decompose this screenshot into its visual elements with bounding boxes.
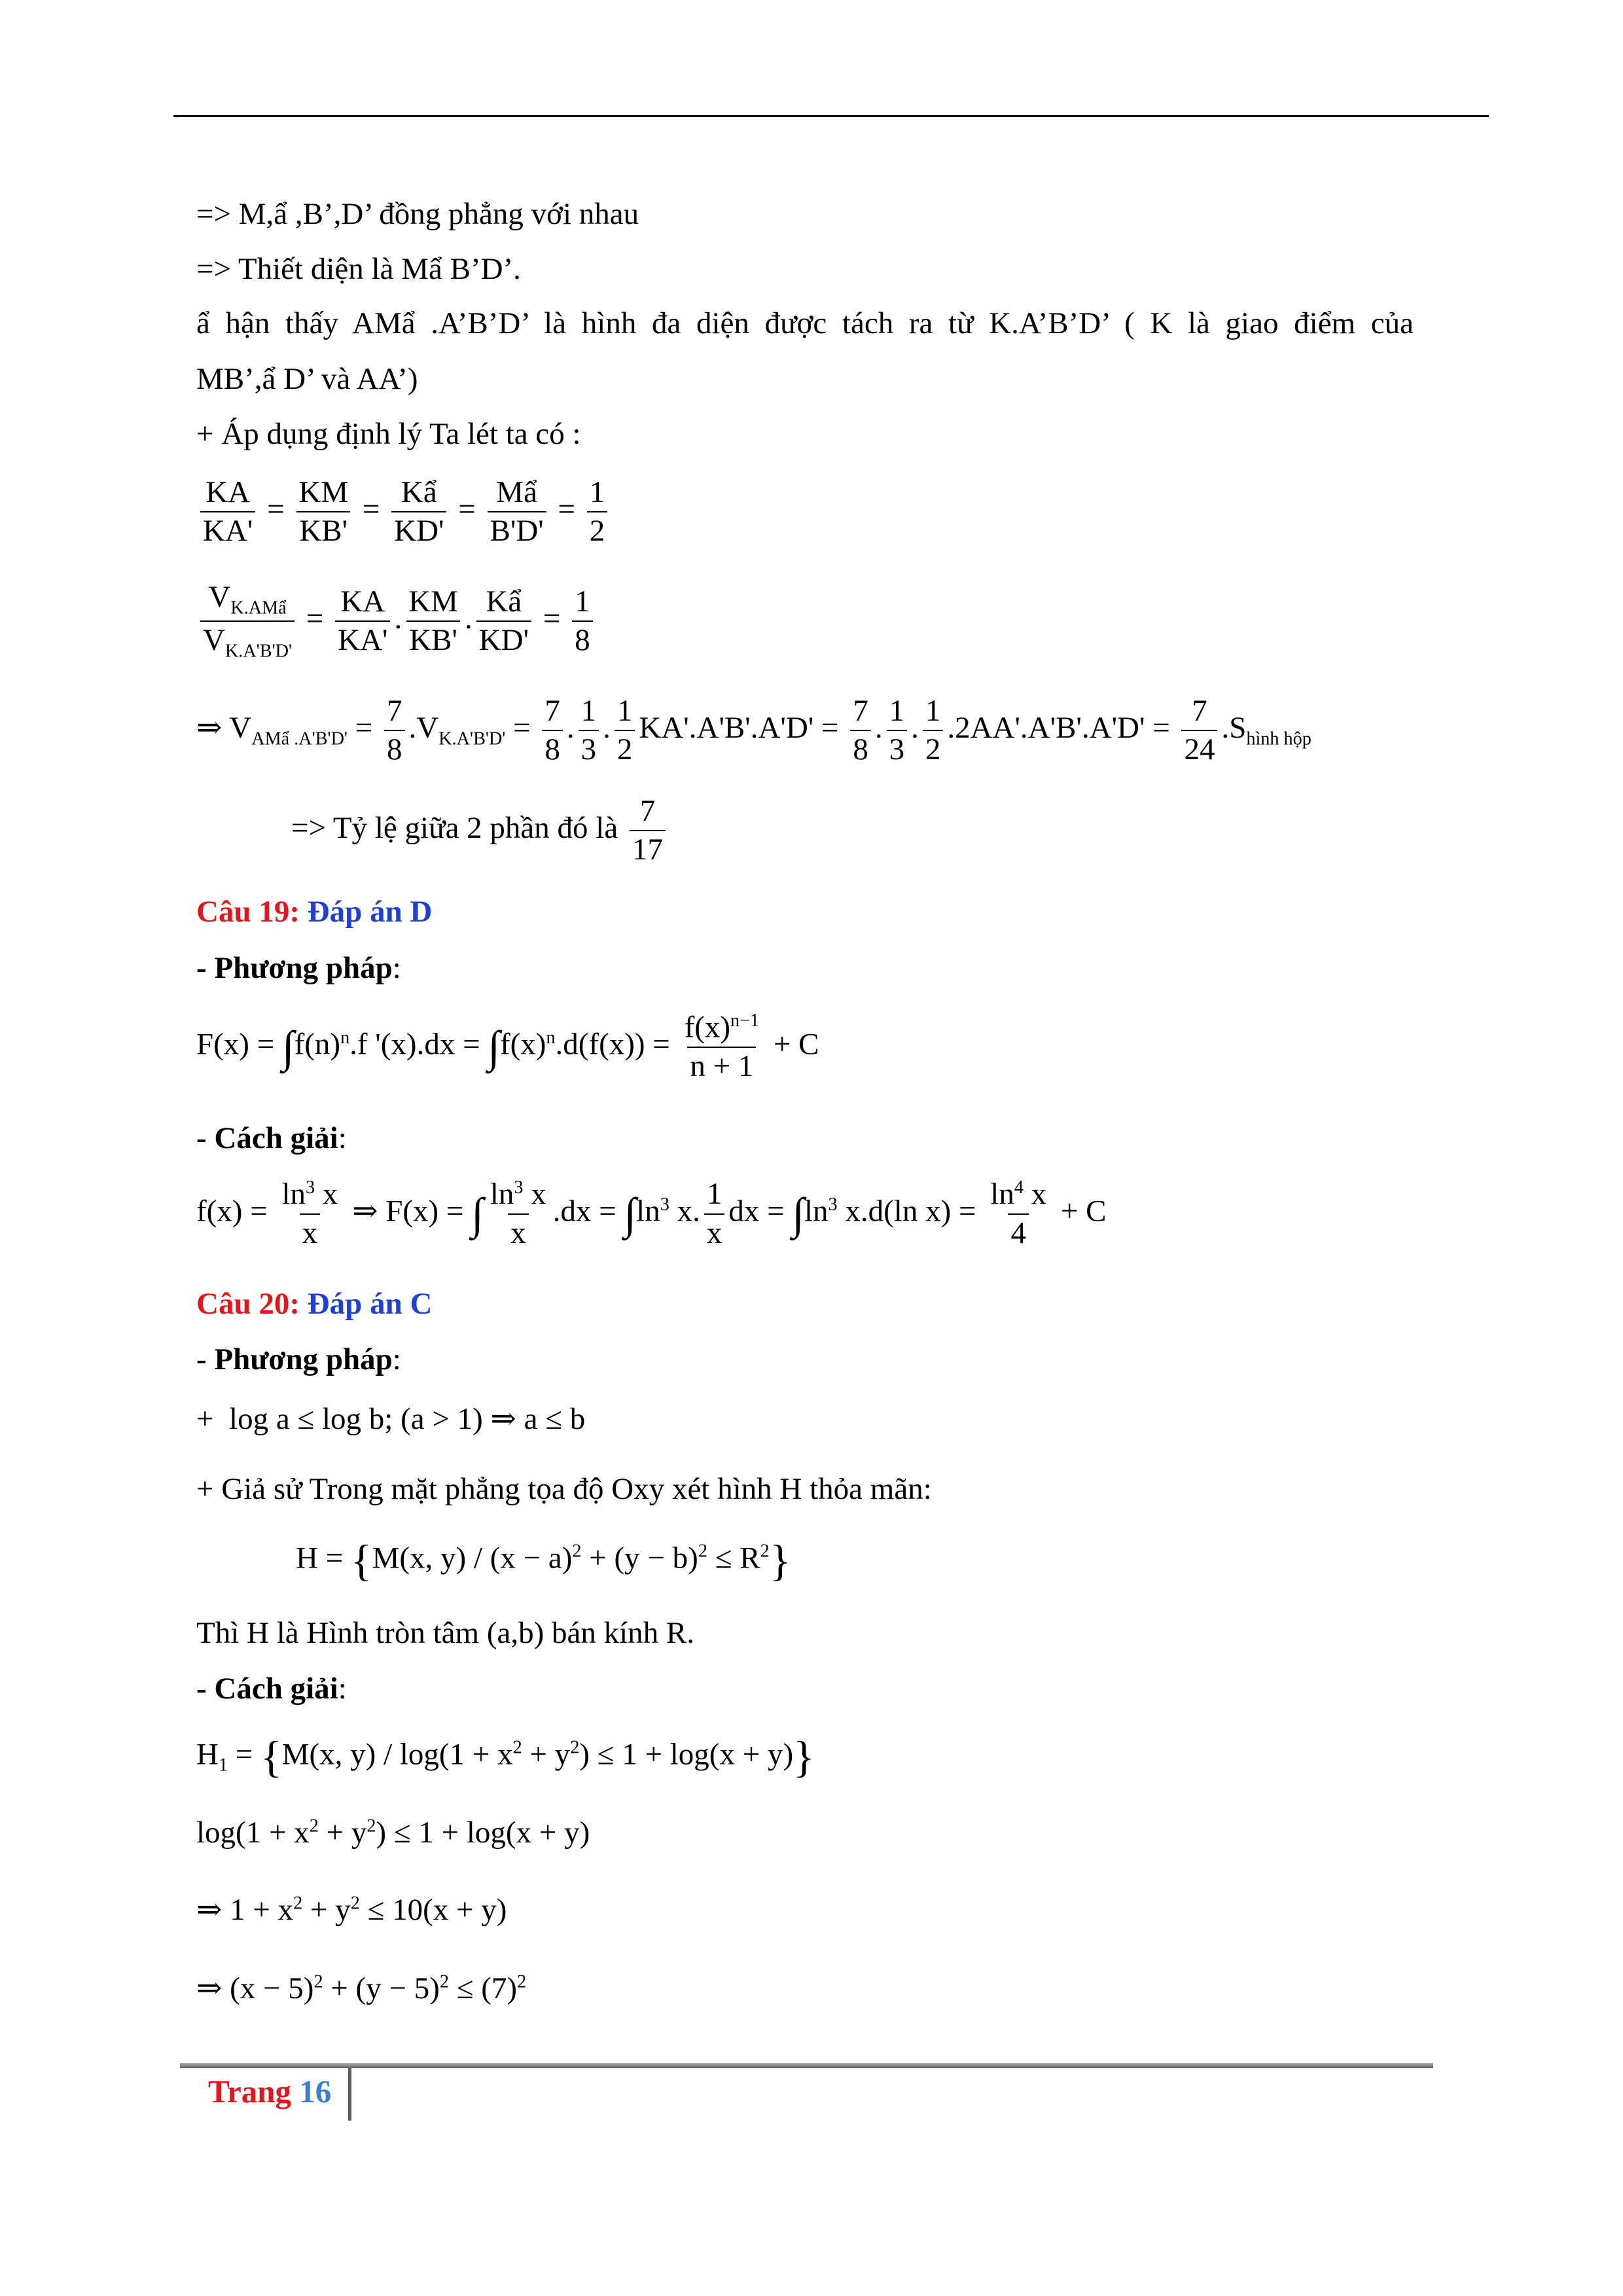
- page-number: [208, 2073, 331, 2110]
- equation-log-inequality: $\log(1 + x^2 + y^2) \le 1 + \log(x + y)$: [196, 1816, 590, 1850]
- question-number: Câu 20:: [196, 1287, 300, 1321]
- equation-integral-rule: $F(x) = \int f(n)^n.f$ '$(x).dx = \int f(x)^n.d(f(x))$ = $\frac{f(x)^{n-1}}{n + 1}$ + C: [196, 1010, 819, 1083]
- page-label: Trang: [208, 2073, 292, 2109]
- text-line: + Áp dụng định lý Ta lét ta có :: [196, 417, 581, 451]
- header-rule: [173, 115, 1489, 117]
- equation-q19-solution: f(x) = $\frac{\ln^3 x}{x}$ ⇒ F(x) = ∫ $\frac{\ln^3 x}{x}$ $.dx = \int\ln^3$ x. $\frac{1}{x}$ dx = $\int\ln^3$ x.d(ln x) = $\frac{\ln^4 x}{4}$ + C: [196, 1177, 1107, 1250]
- footer-divider: [348, 2068, 351, 2121]
- method-heading: - Phương pháp:: [196, 1342, 401, 1376]
- equation-h1-set: $H_1 = \{M(x$, $y) / \log(1 + x^2 + y^2) \le 1 + \log(x + y)$}: [196, 1732, 815, 1782]
- equation-volume: ⇒ $V_{AMẩ .A'B'D'}$ = $\frac{7}{8}$ $.V_{K.A'B'D'}$ = $\frac{7}{8}$ . $\frac{1}{3}$ . $\frac{1}{2}$ KA'.A'B'.A'D' = $\frac{7}{8}$ . $\frac{1}{3}$ . $\frac{1}{2}$ .2AA'.A'B'.A'D' = $\frac{7}{24}$ $.S_{hình hộp}$: [196, 694, 1311, 767]
- answer-label: Đáp án D: [307, 895, 433, 929]
- text-line: ẩ hận thấy AMẩ .A’B’D’ là hình đa diện được tách ra từ K.A’B’D’ ( K là giao điểm của: [196, 306, 1414, 340]
- text-line: => M,ẩ ,B’,D’ đồng phẳng với nhau: [196, 197, 639, 231]
- text-line: MB’,ẩ D’ và AA’): [196, 362, 418, 396]
- solution-label: - Cách giải: [196, 1121, 338, 1155]
- text-line: Thì H là Hình tròn tâm (a,b) bán kính R.: [196, 1616, 694, 1650]
- page-value: 16: [299, 2073, 332, 2109]
- ratio-conclusion: [291, 795, 669, 867]
- solution-label: - Cách giải: [196, 1672, 338, 1706]
- solution-heading: - Cách giải:: [196, 1672, 347, 1706]
- question-number: Câu 19:: [196, 895, 300, 929]
- method-heading: - Phương pháp:: [196, 951, 401, 985]
- question-20-heading: [196, 1286, 432, 1321]
- text-line: => Thiết diện là Mẩ B’D’.: [196, 252, 521, 286]
- method-label: - Phương pháp: [196, 951, 393, 985]
- solution-heading: - Cách giải:: [196, 1121, 347, 1155]
- equation-circle-set: H = {M(x, $y) / (x - a)^2 + (y - b)^2 \le R^2$}: [296, 1535, 791, 1585]
- equation-log-rule: + log a ≤ log b; (a > 1) ⇒ a ≤ b: [196, 1402, 586, 1436]
- equation-step-2: ⇒ $(x - 5)^2 + (y - 5)^2 \le (7)^2$: [196, 1971, 527, 2005]
- ratio-text: => Tỷ lệ giữa 2 phần đó là: [291, 811, 618, 846]
- footer-rule: [180, 2063, 1433, 2068]
- method-label: - Phương pháp: [196, 1342, 393, 1376]
- ratio-denominator: 17: [630, 830, 666, 866]
- equation-step-1: ⇒ $1 + x^2 + y^2 \le 10(x + y)$: [196, 1893, 507, 1927]
- text-line: + Giả sử Trong mặt phẳng tọa độ Oxy xét hình H thỏa mãn:: [196, 1472, 932, 1506]
- question-19-heading: [196, 894, 432, 929]
- equation-ratios: $\frac{KA}{KA'}$ = $\frac{KM}{KB'}$ = $\frac{\text{Kẩ}}{KD'}$ = $\frac{\text{Mẩ}}{B'D'}$ = $\frac{1}{2}$: [196, 476, 611, 548]
- equation-volume-ratio: $\frac{V_{K.AMẩ}}{V_{K.A'B'D'}}$ = $\frac{KA}{KA'}$ . $\frac{KM}{KB'}$ . $\frac{\text{Kẩ}}{KD'}$ = $\frac{1}{8}$: [196, 581, 597, 661]
- ratio-numerator: 7: [639, 794, 656, 828]
- answer-label: Đáp án C: [307, 1287, 433, 1321]
